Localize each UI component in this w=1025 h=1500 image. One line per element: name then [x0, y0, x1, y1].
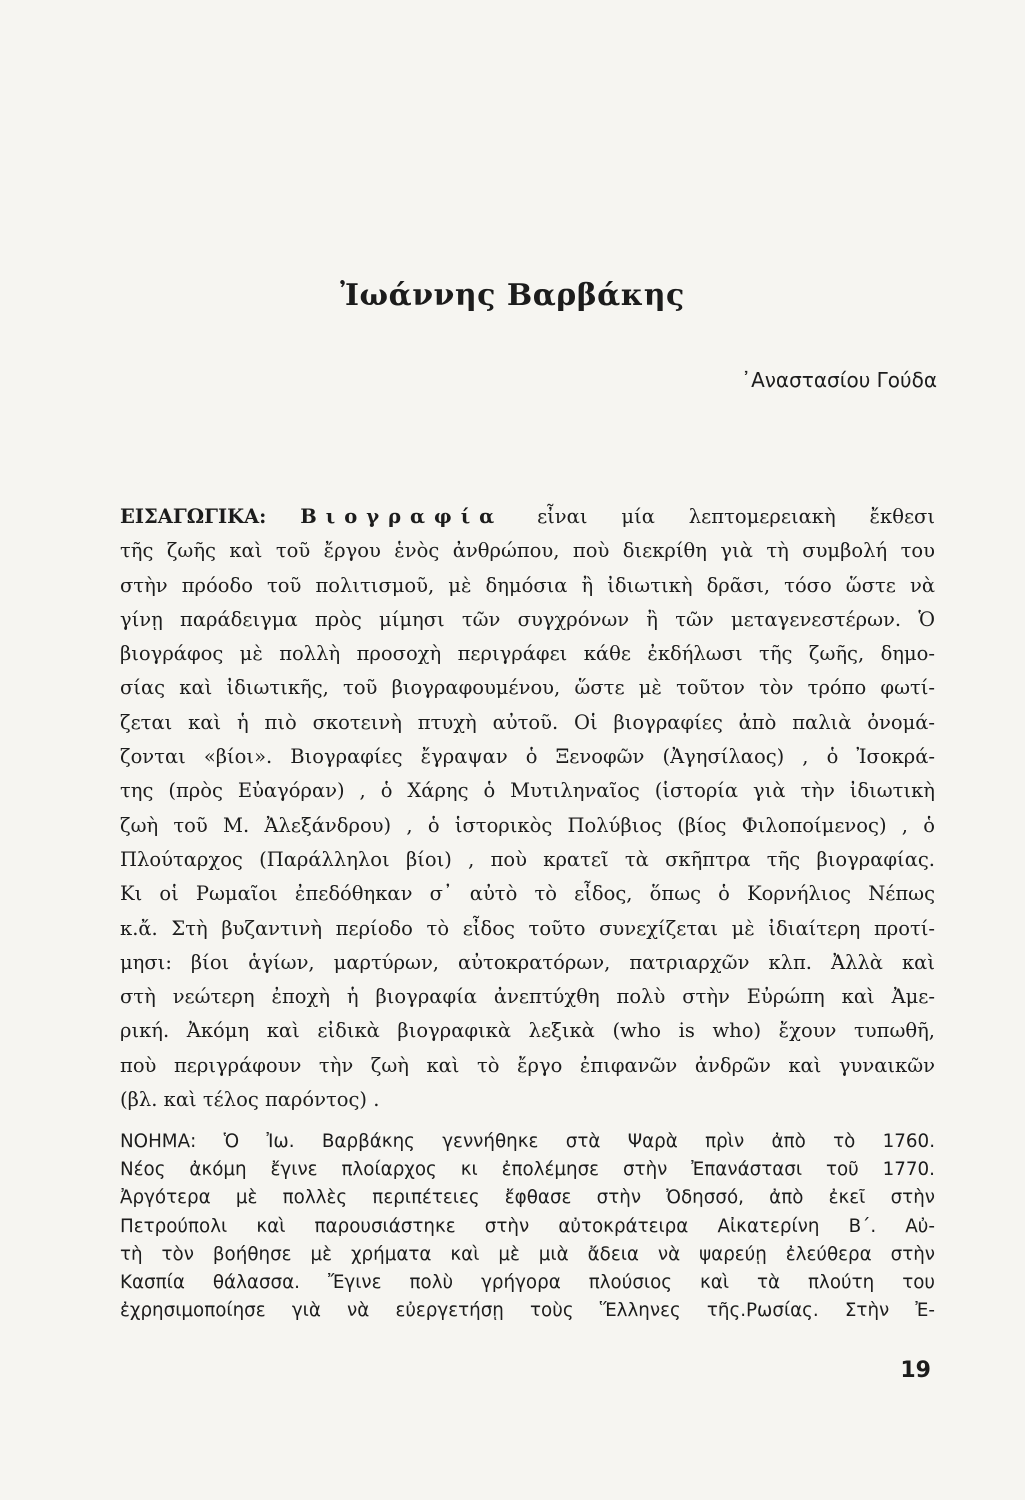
section-heading: ΝΟΗΜΑ: [120, 1131, 197, 1152]
paragraph-line [120, 500, 935, 534]
meaning-section [120, 1128, 935, 1325]
paragraph-line: της (πρὸς Εὐαγόραν) , ὁ Χάρης ὁ Μυτιληναῖος (ἱστορία γιὰ τὴν ἰδιωτικὴ [120, 779, 935, 803]
paragraph-line: Νέος ἀκόμη ἔγινε πλοίαρχος κι ἐπολέμησε στὴν Ἐπανάστασι τοῦ 1770. [120, 1159, 935, 1181]
paragraph-line: Πετρούπολι καὶ παρουσιάστηκε στὴν αὐτοκράτειρα Αἰκατερίνη Β΄. Αὐ- [120, 1215, 935, 1237]
line-text: εἶναι μία λεπτομερειακὴ ἔκθεσι [537, 505, 935, 528]
paragraph-line: στὴν πρόοδο τοῦ πολιτισμοῦ, μὲ δημόσια ἢ ἰδιωτικὴ δρᾶσι, τόσο ὥστε νὰ [120, 573, 935, 597]
paragraph-line: τῆς ζωῆς καὶ τοῦ ἔργου ἑνὸς ἀνθρώπου, ποὺ διεκρίθη γιὰ τὴ συμβολή του [120, 539, 935, 563]
paragraph-line: Κασπία θάλασσα. Ἔγινε πολὺ γρήγορα πλούσιος καὶ τὰ πλούτη του [120, 1271, 935, 1293]
paragraph-line: ρική. Ἀκόμη καὶ εἰδικὰ βιογραφικὰ λεξικὰ (who is who) ἔχουν τυπωθῆ, [120, 1019, 935, 1043]
article-author: ᾿Αναστασίου Γούδα [741, 368, 937, 392]
article-title: Ἰωάννης Βαρβάκης [340, 278, 685, 313]
introduction-section [120, 500, 935, 1117]
paragraph-line: γίνῃ παράδειγμα πρὸς μίμησι τῶν συγχρόνων ἢ τῶν μεταγενεστέρων. Ὁ [120, 607, 935, 631]
section-heading: ΕΙΣΑΓΩΓΙΚΑ: [120, 505, 267, 528]
page-number: 19 [900, 1358, 931, 1383]
paragraph-line: σίας καὶ ἰδιωτικῆς, τοῦ βιογραφουμένου, ὥστε μὲ τοῦτον τὸν τρόπο φωτί- [120, 676, 935, 700]
keyword-text: Βιογραφία [300, 505, 504, 528]
paragraph-line: (βλ. καὶ τέλος παρόντος) . [120, 1088, 380, 1112]
paragraph-line: τὴ τὸν βοήθησε μὲ χρήματα καὶ μὲ μιὰ ἄδεια νὰ ψαρεύῃ ἐλεύθερα στὴν [120, 1243, 935, 1265]
paragraph-line: ζωὴ τοῦ Μ. Ἀλεξάνδρου) , ὁ ἱστορικὸς Πολύβιος (βίος Φιλοποίμενος) , ὁ [120, 813, 935, 837]
paragraph-line: ζονται «βίοι». Βιογραφίες ἔγραψαν ὁ Ξενοφῶν (Ἀγησίλαος) , ὁ Ἰσοκρά- [120, 745, 935, 769]
paragraph-line: ἐχρησιμοποίησε γιὰ νὰ εὐεργετήσῃ τοὺς Ἕλληνες τῆς.Ρωσίας. Στὴν Ἐ- [120, 1300, 935, 1322]
paragraph-line: κ.ἄ. Στὴ βυζαντινὴ περίοδο τὸ εἶδος τοῦτο συνεχίζεται μὲ ἰδιαίτερη προτί- [120, 916, 935, 940]
paragraph-line: ζεται καὶ ἡ πιὸ σκοτεινὴ πτυχὴ αὐτοῦ. Οἱ βιογραφίες ἀπὸ παλιὰ ὀνομά- [120, 710, 935, 734]
line-text: Ὁ Ἰω. Βαρβάκης γεννήθηκε στὰ Ψαρὰ πρὶν ἀπὸ τὸ 1760. [223, 1131, 936, 1152]
paragraph-line: Κι οἱ Ρωμαῖοι ἐπεδόθηκαν σ᾽ αὐτὸ τὸ εἶδος, ὅπως ὁ Κορνήλιος Νέπως [120, 882, 935, 906]
paragraph-line: μησι: βίοι ἁγίων, μαρτύρων, αὐτοκρατόρων, πατριαρχῶν κλπ. Ἀλλὰ καὶ [120, 950, 935, 974]
paragraph-line [120, 1128, 935, 1156]
paragraph-line: στὴ νεώτερη ἐποχὴ ἡ βιογραφία ἀνεπτύχθη πολὺ στὴν Εὐρώπη καὶ Ἀμε- [120, 985, 935, 1009]
paragraph-line: Ἀργότερα μὲ πολλὲς περιπέτειες ἔφθασε στὴν Ὀδησσό, ἀπὸ ἐκεῖ στὴν [120, 1187, 935, 1209]
paragraph-line: βιογράφος μὲ πολλὴ προσοχὴ περιγράφει κάθε ἐκδήλωσι τῆς ζωῆς, δημο- [120, 642, 935, 666]
paragraph-line: ποὺ περιγράφουν τὴν ζωὴ καὶ τὸ ἔργο ἐπιφανῶν ἀνδρῶν καὶ γυναικῶν [120, 1053, 935, 1077]
paragraph-line: Πλούταρχος (Παράλληλοι βίοι) , ποὺ κρατεῖ τὰ σκῆπτρα τῆς βιογραφίας. [120, 847, 935, 871]
